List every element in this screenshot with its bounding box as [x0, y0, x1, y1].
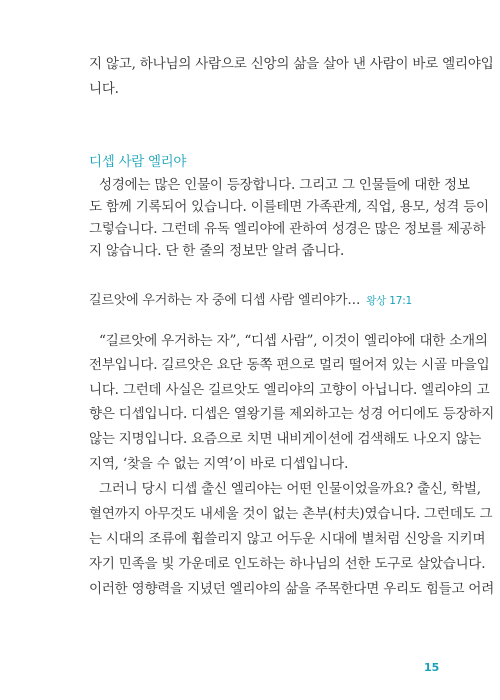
body-line: 니다.: [89, 81, 119, 97]
body-line: 그러니 당시 디셉 출신 엘리야는 어떤 인물이었을까요? 출신, 학벌,: [99, 481, 481, 497]
body-line: 않는 지명입니다. 요즘으로 치면 내비게이션에 검색해도 나오지 않는: [89, 431, 482, 447]
body-line: 향은 디셉입니다. 디셉은 열왕기를 제외하고는 성경 어디에도 등장하지: [89, 406, 495, 422]
section-heading: 디셉 사람 엘리야: [89, 154, 187, 170]
body-line: 지역, ‘찾을 수 없는 지역’이 바로 디셉입니다.: [89, 456, 349, 472]
quote-text: 길르앗에 우거하는 자 중에 디셉 사람 엘리야가…: [89, 293, 361, 308]
body-line: 전부입니다. 길르앗은 요단 동쪽 편으로 멀리 떨어져 있는 시골 마을입: [89, 357, 490, 373]
quote-reference: 왕상 17:1: [366, 295, 413, 307]
body-line: 는 시대의 조류에 휩쓸리지 않고 어두운 시대에 별처럼 신앙을 지키며: [89, 531, 486, 547]
body-line: 니다. 그런데 사실은 길르앗도 엘리야의 고향이 아닙니다. 엘리야의 고: [89, 382, 490, 398]
page-number: 15: [424, 661, 440, 674]
body-line: “길르앗에 우거하는 자”, “디셉 사람”, 이것이 엘리야에 대한 소개의: [99, 333, 488, 349]
scripture-quote: [89, 289, 412, 308]
body-line: 혈연까지 아무것도 내세울 것이 없는 촌부(村夫)였습니다. 그런데도 그: [89, 506, 493, 522]
body-line: 성경에는 많은 인물이 등장합니다. 그리고 그 인물들에 대한 정보: [99, 177, 470, 193]
body-line: 자기 민족을 빛 가운데로 인도하는 하나님의 선한 도구로 살았습니다.: [89, 556, 486, 572]
body-line: 지 않습니다. 단 한 줄의 정보만 알려 줍니다.: [89, 243, 345, 259]
body-line: 그렇습니다. 그런데 유독 엘리야에 관하여 성경은 많은 정보를 제공하: [89, 221, 486, 237]
body-line: 지 않고, 하나님의 사람으로 신앙의 삶을 살아 낸 사람이 바로 엘리야입: [89, 56, 494, 72]
body-line: 이러한 영향력을 지녔던 엘리야의 삶을 주목한다면 우리도 힘들고 어려: [89, 581, 495, 597]
body-line: 도 함께 기록되어 있습니다. 이를테면 가족관계, 직업, 용모, 성격 등이: [89, 199, 489, 215]
